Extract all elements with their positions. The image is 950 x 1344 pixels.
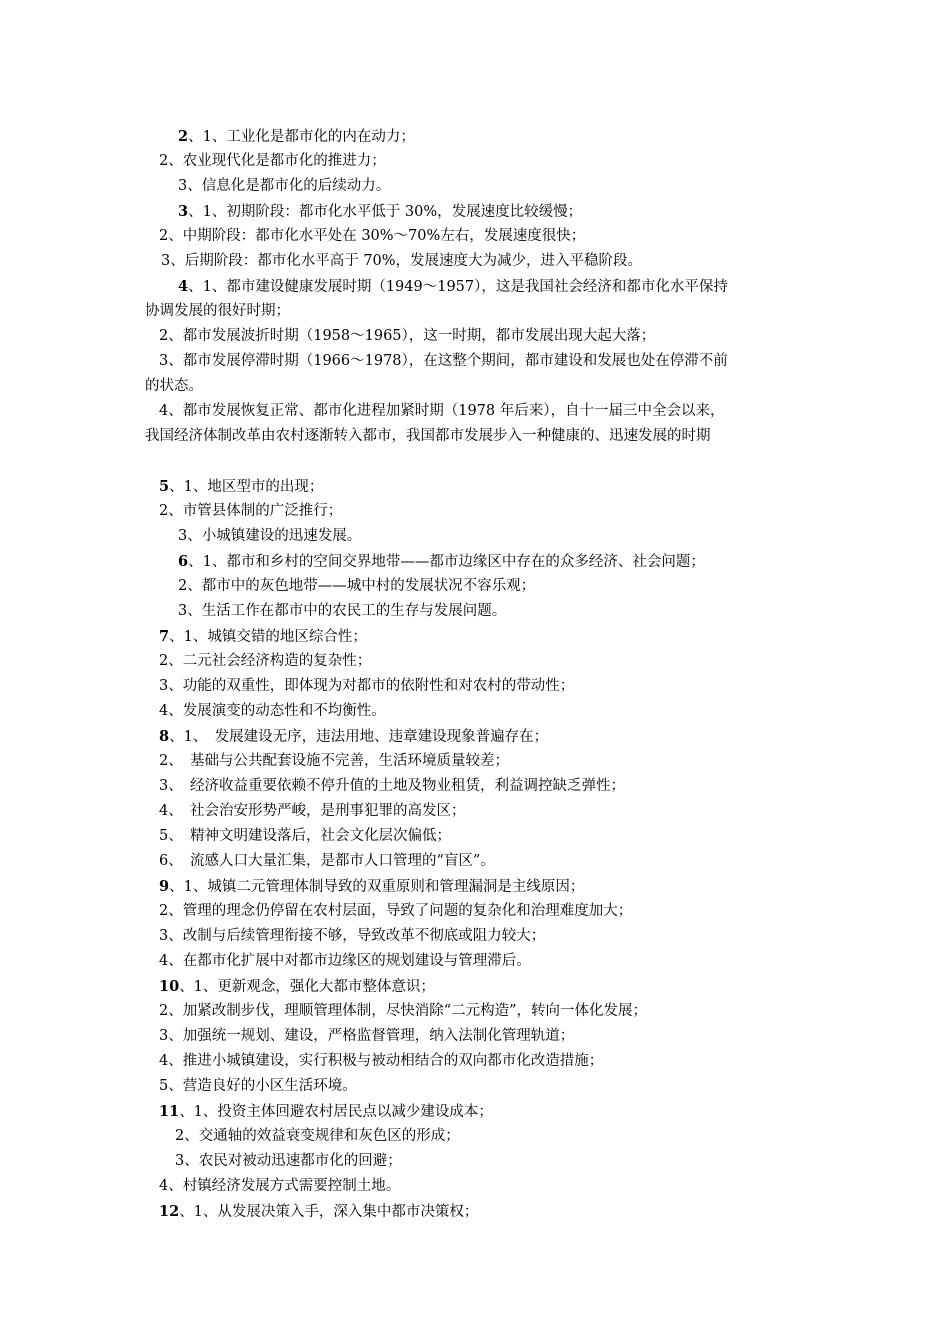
item-number: 9 [159,878,170,895]
line-text: 、1、城镇二元管理体制导致的双重原则和管理漏洞是主线原因； [169,879,585,895]
line-text: 3、加强统一规划、建设，严格监督管理，纳入法制化管理轨道； [159,1028,575,1044]
line-text: 协调发展的很好时期； [145,303,290,319]
text-line [145,1099,825,1124]
item-number: 5 [159,478,170,495]
text-line [145,874,825,899]
line-text: 3、小城镇建设的迅速发展。 [178,528,362,544]
line-text: 4、村镇经济发展方式需要控制土地。 [159,1178,401,1194]
text-line [145,849,825,874]
line-text: 、1、城镇交错的地区综合性； [169,629,367,645]
text-line [145,799,825,824]
line-text: 2、交通轴的效益衰变规律和灰色区的形成； [175,1128,460,1144]
item-number: 4 [178,278,189,295]
text-line [145,174,825,199]
line-text: 3、改制与后续管理衔接不够，导致改革不彻底或阻力较大； [159,928,546,944]
line-text: 、1、都市和乡村的空间交界地带——都市边缘区中存在的众多经济、社会问题； [188,554,705,570]
text-line [145,224,825,249]
text-line [145,424,825,449]
text-line [145,124,825,149]
line-text: 2、管理的理念仍停留在农村层面，导致了问题的复杂化和治理难度加大； [159,903,633,919]
text-line [145,624,825,649]
line-text: 、1、更新观念，强化大都市整体意识； [179,979,435,995]
line-text: 的状态。 [145,378,203,394]
line-text: 3、农民对被动迅速都市化的回避； [175,1153,402,1169]
line-text: 2、加紧改制步伐，理顺管理体制，尽快消除“二元构造”，转向一体化发展； [159,1003,648,1019]
item-number: 10 [159,978,180,995]
item-number: 11 [159,1103,180,1120]
text-line [145,1124,825,1149]
line-text: 4、都市发展恢复正常、都市化进程加紧时期（1978 年后来），自十一届三中全会以来， [159,403,725,419]
text-line [145,724,825,749]
text-line [145,949,825,974]
text-line [145,1024,825,1049]
text-line [145,349,825,374]
text-line [145,549,825,574]
line-text: 6、 流感人口大量汇集，是都市人口管理的“盲区”。 [159,853,495,869]
text-line [145,524,825,549]
text-line [145,199,825,224]
item-number: 3 [178,203,189,220]
line-text: 4、发展演变的动态性和不均衡性。 [159,703,386,719]
text-line [145,824,825,849]
item-number: 8 [159,728,170,745]
line-text: 2、 基础与公共配套设施不完善，生活环境质量较差； [159,753,509,769]
text-line [145,649,825,674]
text-line [145,974,825,999]
text-line [145,474,825,499]
line-text: 2、都市发展波折时期（1958～1965），这一时期，都市发展出现大起大落； [159,328,656,344]
text-line [145,1049,825,1074]
text-line [145,599,825,624]
line-text: 、1、地区型市的出现； [169,479,324,495]
text-line [145,574,825,599]
text-line [145,374,825,399]
text-line [145,149,825,174]
text-line [145,899,825,924]
line-text: 、1、投资主体回避农村居民点以减少建设成本； [179,1104,493,1120]
text-line [145,999,825,1024]
line-text: 5、营造良好的小区生活环境。 [159,1078,357,1094]
item-number: 12 [159,1203,180,1220]
line-text: 4、在都市化扩展中对都市边缘区的规划建设与管理滞后。 [159,953,531,969]
text-line [145,749,825,774]
line-text: 、1、工业化是都市化的内在动力； [188,129,415,145]
paragraph-gap [145,449,825,474]
line-text: 4、推进小城镇建设，实行积极与被动相结合的双向都市化改造措施； [159,1053,604,1069]
document-body [145,124,825,1224]
text-line [145,274,825,299]
line-text: 2、市管县体制的广泛推行； [159,503,343,519]
text-line [145,324,825,349]
line-text: 3、后期阶段：都市化水平高于 70%，发展速度大为减少，进入平稳阶段。 [161,253,643,269]
line-text: 、1、初期阶段：都市化水平低于 30%，发展速度比较缓慢； [188,204,583,220]
text-line [145,1074,825,1099]
text-line [145,1149,825,1174]
text-line [145,299,825,324]
line-text: 3、 经济收益重要依赖不停升值的土地及物业租赁，利益调控缺乏弹性； [159,778,625,794]
line-text: 3、都市发展停滞时期（1966～1978），在这整个期间，都市建设和发展也处在停滞不前 [159,353,728,369]
item-number: 7 [159,628,170,645]
text-line [145,399,825,424]
line-text: 、1、从发展决策入手，深入集中都市决策权； [179,1204,479,1220]
line-text: 、1、 发展建设无序，违法用地、违章建设现象普遍存在； [169,729,549,745]
line-text: 2、都市中的灰色地带——城中村的发展状况不容乐观； [178,578,536,594]
line-text: 3、生活工作在都市中的农民工的生存与发展问题。 [178,603,507,619]
line-text: 3、功能的双重性，即体现为对都市的依附性和对农村的带动性； [159,678,575,694]
text-line [145,1199,825,1224]
text-line [145,699,825,724]
line-text: 5、 精神文明建设落后，社会文化层次偏低； [159,828,451,844]
line-text: 3、信息化是都市化的后续动力。 [178,178,391,194]
text-line [145,249,825,274]
text-line [145,1174,825,1199]
item-number: 6 [178,553,189,570]
item-number: 2 [178,128,189,145]
line-text: 4、 社会治安形势严峻，是刑事犯罪的高发区； [159,803,466,819]
line-text: 我国经济体制改革由农村逐渐转入都市，我国都市发展步入一种健康的、迅速发展的时期 [145,428,711,444]
line-text: 、1、都市建设健康发展时期（1949～1957），这是我国社会经济和都市化水平保持 [188,279,728,295]
text-line [145,774,825,799]
text-line [145,924,825,949]
text-line [145,674,825,699]
line-text: 2、二元社会经济构造的复杂性； [159,653,372,669]
line-text: 2、中期阶段：都市化水平处在 30%～70%左右，发展速度很快； [159,228,586,244]
text-line [145,499,825,524]
line-text: 2、农业现代化是都市化的推进力； [159,153,386,169]
